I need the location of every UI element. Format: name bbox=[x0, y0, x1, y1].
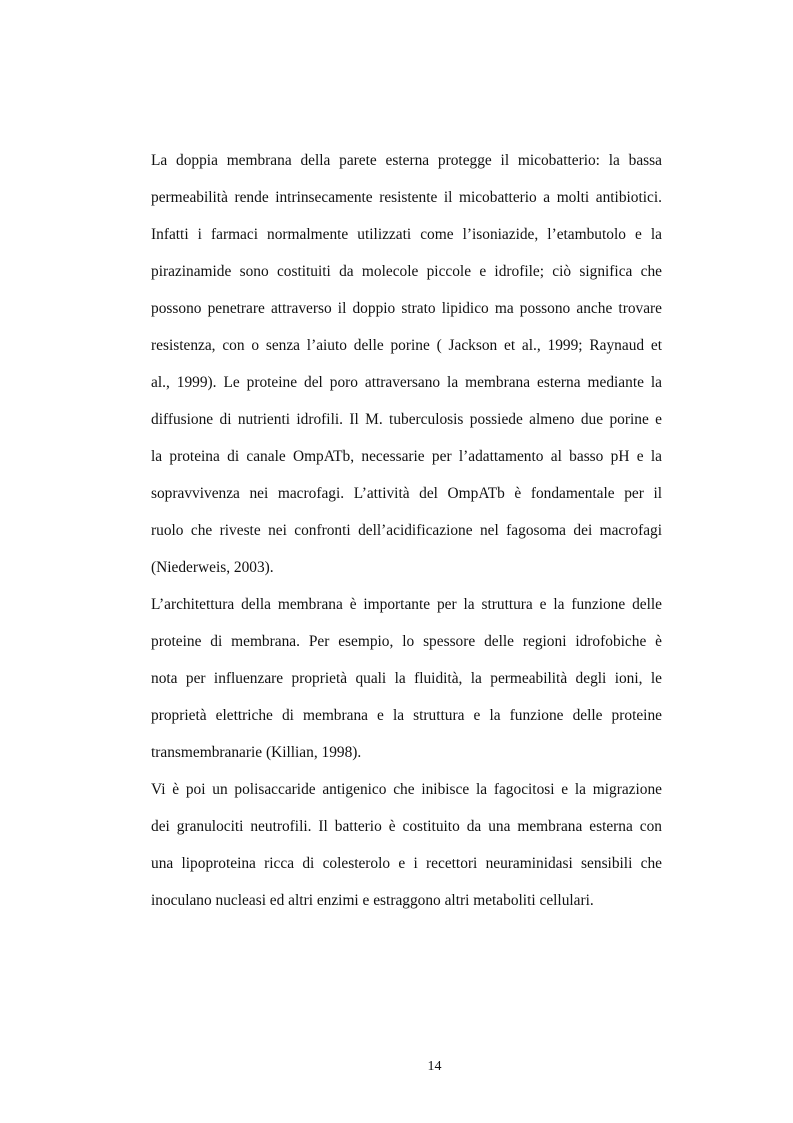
text-line: resistenza, con o senza l’aiuto delle porine ( Jackson et al., 1999; Raynaud et bbox=[151, 337, 662, 354]
text-line: proteine di membrana. Per esempio, lo spessore delle regioni idrofobiche è bbox=[151, 633, 662, 650]
text-line: Vi è poi un polisaccaride antigenico che inibisce la fagocitosi e la migrazione bbox=[151, 781, 662, 798]
text-line: una lipoproteina ricca di colesterolo e i recettori neuraminidasi sensibili che bbox=[151, 855, 662, 872]
text-line: la proteina di canale OmpATb, necessarie per l’adattamento al basso pH e la bbox=[151, 448, 662, 465]
text-line: transmembranarie (Killian, 1998). bbox=[151, 744, 362, 761]
text-line: sopravvivenza nei macrofagi. L’attività del OmpATb è fondamentale per il bbox=[151, 485, 662, 502]
text-line: al., 1999). Le proteine del poro attraversano la membrana esterna mediante la bbox=[151, 374, 662, 391]
text-line: L’architettura della membrana è importante per la struttura e la funzione delle bbox=[151, 596, 662, 613]
text-line: (Niederweis, 2003). bbox=[151, 559, 274, 576]
text-line: possono penetrare attraverso il doppio strato lipidico ma possono anche trovare bbox=[151, 300, 662, 317]
text-line: nota per influenzare proprietà quali la fluidità, la permeabilità degli ioni, le bbox=[151, 670, 662, 687]
text-line: dei granulociti neutrofili. Il batterio è costituito da una membrana esterna con bbox=[151, 818, 662, 835]
page-number: 14 bbox=[427, 1059, 442, 1074]
text-line: permeabilità rende intrinsecamente resistente il micobatterio a molti antibiotici. bbox=[151, 189, 662, 206]
text-line: pirazinamide sono costituiti da molecole piccole e idrofile; ciò significa che bbox=[151, 263, 662, 280]
text-line: proprietà elettriche di membrana e la struttura e la funzione delle proteine bbox=[151, 707, 662, 724]
text-line: diffusione di nutrienti idrofili. Il M. tuberculosis possiede almeno due porine e bbox=[151, 411, 662, 428]
body-text bbox=[151, 148, 662, 925]
text-line: inoculano nucleasi ed altri enzimi e estraggono altri metaboliti cellulari. bbox=[151, 892, 594, 909]
text-line: La doppia membrana della parete esterna protegge il micobatterio: la bassa bbox=[151, 152, 662, 169]
text-line: Infatti i farmaci normalmente utilizzati come l’isoniazide, l’etambutolo e la bbox=[151, 226, 662, 243]
text-line: ruolo che riveste nei confronti dell’acidificazione nel fagosoma dei macrofagi bbox=[151, 522, 662, 539]
